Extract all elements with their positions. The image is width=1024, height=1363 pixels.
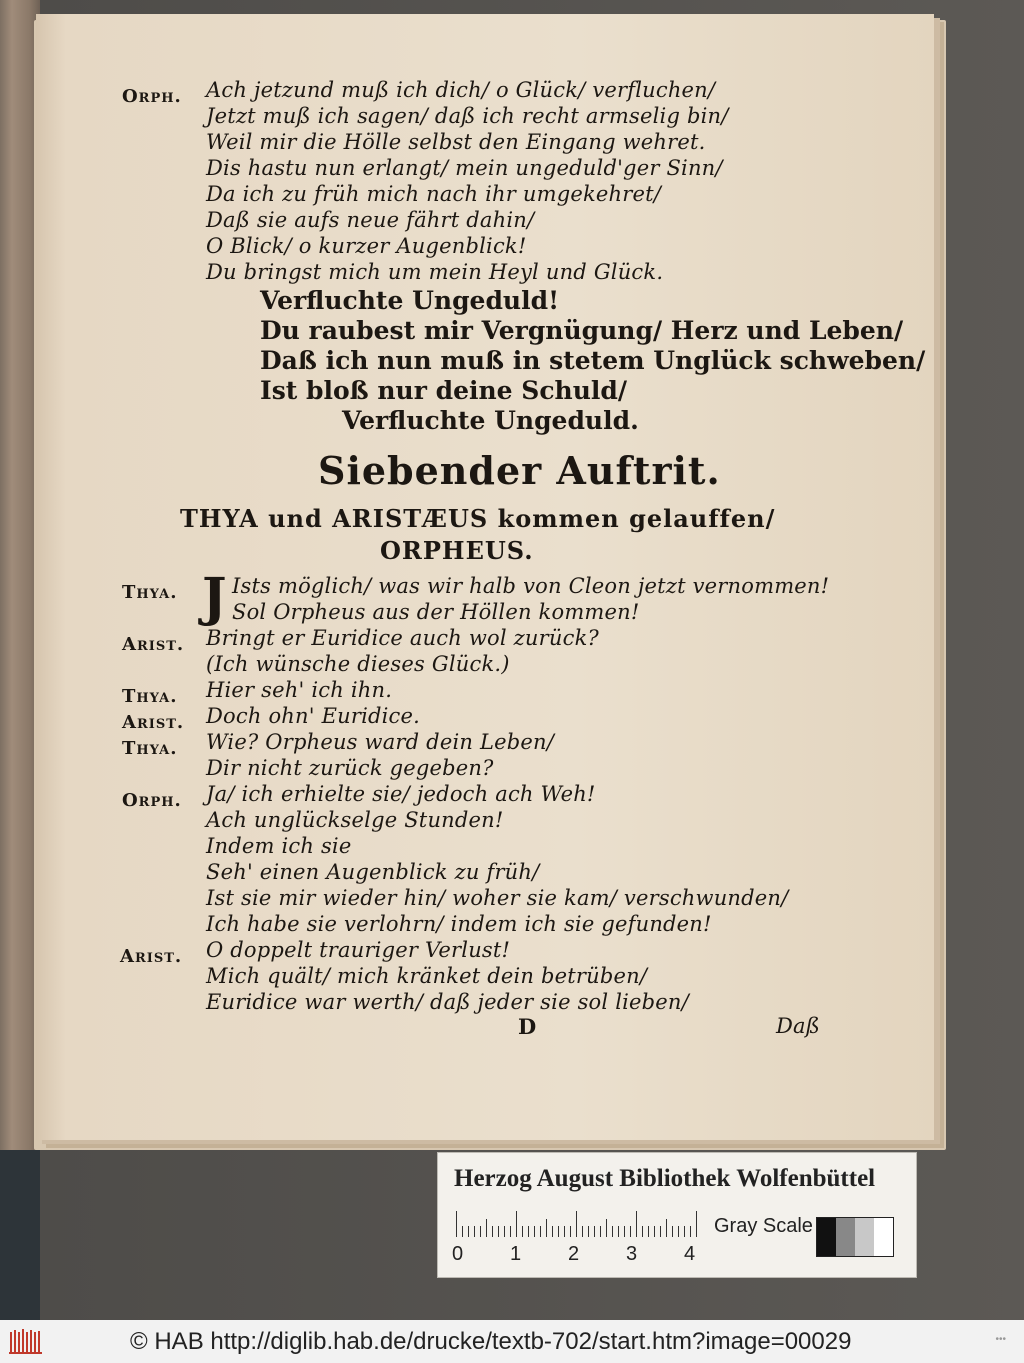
color-reference-card <box>437 1152 917 1278</box>
ruler-tick <box>588 1226 589 1237</box>
dialogue-line: Ists möglich/ was wir halb von Cleon jetzt vernommen! <box>232 574 830 598</box>
speaker-label: Arist. <box>122 634 185 655</box>
ruler-tick <box>528 1226 529 1237</box>
speaker-label: Orph. <box>122 86 182 107</box>
dialogue-line: Dir nicht zurück gegeben? <box>206 756 494 780</box>
ruler-tick <box>576 1211 577 1237</box>
catchword: Daß <box>776 1014 820 1038</box>
ruler-tick <box>516 1211 517 1237</box>
footer-marker: ••• <box>995 1334 1006 1345</box>
gray-swatch <box>836 1218 855 1256</box>
ruler-tick <box>612 1226 613 1237</box>
verse-line: Ach jetzund muß ich dich/ o Glück/ verfluchen/ <box>206 78 716 102</box>
ruler-tick <box>630 1226 631 1237</box>
ruler-tick <box>546 1219 547 1237</box>
gray-swatch <box>855 1218 874 1256</box>
gray-swatch <box>817 1218 836 1256</box>
dialogue-line: Ja/ ich erhielte sie/ jedoch ach Weh! <box>206 782 596 806</box>
speaker-label: Thya. <box>122 582 178 603</box>
ruler-tick <box>492 1226 493 1237</box>
scene-characters: THYA und ARISTÆUS kommen gelauffen/ <box>180 504 776 533</box>
ruler-tick <box>660 1226 661 1237</box>
dialogue-line: Hier seh' ich ihn. <box>206 678 393 702</box>
dialogue-line: Sol Orpheus aus der Höllen kommen! <box>232 600 640 624</box>
ruler-number: 1 <box>510 1243 522 1265</box>
ruler-tick <box>564 1226 565 1237</box>
verse-line: Dis hastu nun erlangt/ mein ungeduld'ger Sinn/ <box>206 156 723 180</box>
dialogue-line: Ist sie mir wieder hin/ woher sie kam/ verschwunden/ <box>206 886 789 910</box>
ruler <box>456 1211 696 1237</box>
book-spine <box>0 1150 40 1320</box>
ruler-tick <box>696 1211 697 1237</box>
dialogue-line: Indem ich sie <box>206 834 352 858</box>
drop-cap: J <box>202 567 227 628</box>
signature-mark: D <box>518 1014 537 1039</box>
dialogue-line: Euridice war werth/ daß jeder sie sol lieben/ <box>206 990 689 1014</box>
ruler-tick <box>558 1226 559 1237</box>
ruler-tick <box>552 1226 553 1237</box>
dialogue-line: Seh' einen Augenblick zu früh/ <box>206 860 540 884</box>
speaker-label: Arist. <box>120 946 183 967</box>
ruler-tick <box>480 1226 481 1237</box>
scene-characters-2: ORPHEUS. <box>380 536 534 565</box>
ruler-tick <box>654 1226 655 1237</box>
verse-line: Du bringst mich um mein Heyl und Glück. <box>206 260 664 284</box>
hab-logo-icon <box>8 1326 46 1356</box>
ruler-tick <box>462 1226 463 1237</box>
ruler-number: 0 <box>452 1243 464 1265</box>
ruler-tick <box>642 1226 643 1237</box>
dialogue-line: Ach unglückselge Stunden! <box>206 808 504 832</box>
ruler-tick <box>510 1226 511 1237</box>
ruler-tick <box>570 1226 571 1237</box>
aria-line: Daß ich nun muß in stetem Unglück schweben/ <box>260 346 926 375</box>
ruler-tick <box>690 1226 691 1237</box>
dialogue-line: Ich habe sie verlohrn/ indem ich sie gefunden! <box>206 912 712 936</box>
dialogue-line: Wie? Orpheus ward dein Leben/ <box>206 730 555 754</box>
ruler-tick <box>606 1219 607 1237</box>
verse-line: Da ich zu früh mich nach ihr umgekehret/ <box>206 182 662 206</box>
ruler-tick <box>468 1226 469 1237</box>
dialogue-line: (Ich wünsche dieses Glück.) <box>206 652 510 676</box>
ruler-tick <box>534 1226 535 1237</box>
dialogue-line: Doch ohn' Euridice. <box>206 704 421 728</box>
ruler-tick <box>600 1226 601 1237</box>
book-page <box>36 14 934 1140</box>
verse-line: Daß sie aufs neue fährt dahin/ <box>206 208 535 232</box>
scene-heading: Siebender Auftrit. <box>318 448 721 493</box>
aria-line: Du raubest mir Vergnügung/ Herz und Leben/ <box>260 316 904 345</box>
ruler-tick <box>456 1211 457 1237</box>
library-name: Herzog August Bibliothek Wolfenbüttel <box>454 1165 876 1192</box>
verse-line: Jetzt muß ich sagen/ daß ich recht armselig bin/ <box>206 104 729 128</box>
ruler-number: 3 <box>626 1243 638 1265</box>
ruler-tick <box>624 1226 625 1237</box>
speaker-label: Thya. <box>122 738 178 759</box>
ruler-tick <box>678 1226 679 1237</box>
ruler-tick <box>474 1226 475 1237</box>
source-link[interactable]: © HAB http://diglib.hab.de/drucke/textb-702/start.htm?image=00029 <box>130 1328 852 1355</box>
aria-line: Ist bloß nur deine Schuld/ <box>260 376 628 405</box>
ruler-tick <box>522 1226 523 1237</box>
ruler-tick <box>684 1226 685 1237</box>
verse-line: Weil mir die Hölle selbst den Eingang wehret. <box>206 130 706 154</box>
ruler-tick <box>498 1226 499 1237</box>
aria-line: Verfluchte Ungeduld. <box>342 406 639 435</box>
ruler-number: 4 <box>684 1243 696 1265</box>
ruler-tick <box>504 1226 505 1237</box>
ruler-tick <box>648 1226 649 1237</box>
ruler-tick <box>486 1219 487 1237</box>
aria-line: Verfluchte Ungeduld! <box>260 286 560 315</box>
ruler-tick <box>618 1226 619 1237</box>
footer-bar <box>0 1320 1024 1363</box>
ruler-number: 2 <box>568 1243 580 1265</box>
speaker-label: Arist. <box>122 712 185 733</box>
dialogue-line: Mich quält/ mich kränket dein betrüben/ <box>206 964 648 988</box>
dialogue-line: O doppelt trauriger Verlust! <box>206 938 511 962</box>
gray-scale-swatches <box>816 1217 894 1257</box>
verse-line: O Blick/ o kurzer Augenblick! <box>206 234 527 258</box>
ruler-tick <box>582 1226 583 1237</box>
speaker-label: Orph. <box>122 790 182 811</box>
gray-scale-label: Gray Scale <box>714 1215 813 1237</box>
gray-swatch <box>874 1218 893 1256</box>
speaker-label: Thya. <box>122 686 178 707</box>
ruler-tick <box>672 1226 673 1237</box>
ruler-tick <box>636 1211 637 1237</box>
ruler-tick <box>540 1226 541 1237</box>
ruler-tick <box>594 1226 595 1237</box>
ruler-tick <box>666 1219 667 1237</box>
dialogue-line: Bringt er Euridice auch wol zurück? <box>206 626 599 650</box>
